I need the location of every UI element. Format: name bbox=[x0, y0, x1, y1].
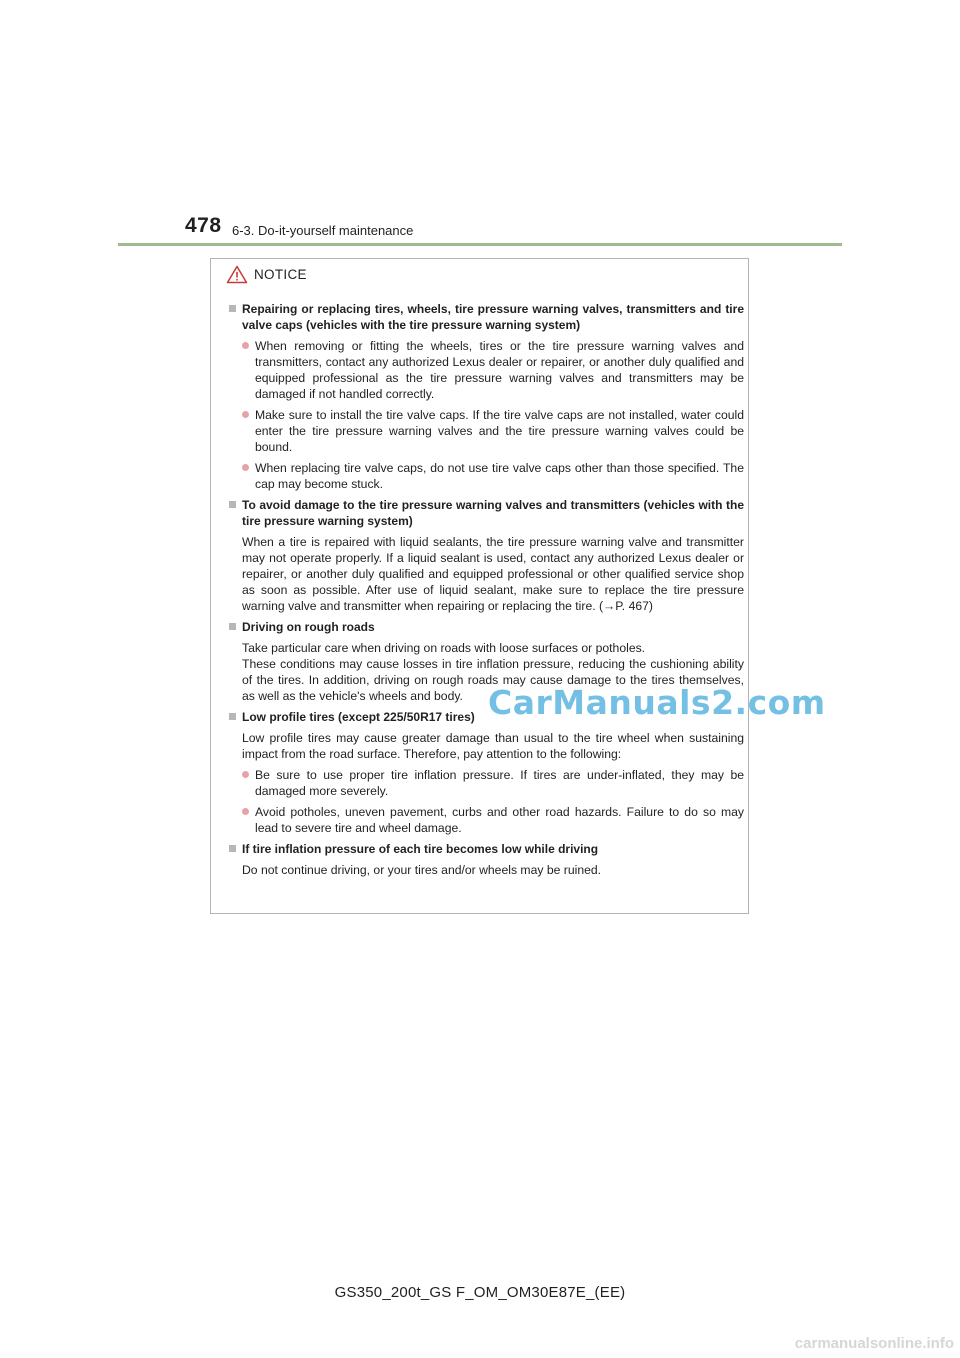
notice-body bbox=[228, 301, 744, 883]
square-bullet-icon bbox=[229, 713, 236, 720]
paragraph: Low profile tires may cause greater damage than usual to the tire wheel when sustaining impact from the road surface. Therefore, pay attention to the following: bbox=[242, 731, 744, 761]
dot-bullet-icon bbox=[242, 411, 249, 418]
square-bullet-icon bbox=[229, 501, 236, 508]
dot-bullet-icon bbox=[242, 464, 249, 471]
section-heading: Driving on rough roads bbox=[242, 620, 375, 634]
notice-label: NOTICE bbox=[254, 267, 307, 282]
paragraph: When a tire is repaired with liquid sealants, the tire pressure warning valve and transmitter may not operate properly. If a liquid sealant is used, contact any authorized Lexus dealer or repairer, or another duly qualified and equipped professional or other qualified service shop as soon as possible. After use of liquid sealant, make sure to replace the tire pressure warning valve and transmitter when repairing or replacing the tire. (→P. 467) bbox=[242, 535, 744, 613]
notice-section-repairing bbox=[228, 301, 744, 492]
dot-bullet-icon bbox=[242, 771, 249, 778]
section-title: 6-3. Do-it-yourself maintenance bbox=[232, 223, 414, 238]
footer-doc-code: GS350_200t_GS F_OM_OM30E87E_(EE) bbox=[334, 1284, 626, 1301]
paragraph: Do not continue driving, or your tires and/or wheels may be ruined. bbox=[242, 863, 602, 877]
notice-section-avoid-damage bbox=[228, 497, 744, 614]
list-item: Make sure to install the tire valve caps. If the tire valve caps are not installed, water could enter the tire pressure warning valves and the tire pressure warning valves could be bound. bbox=[242, 407, 744, 455]
bottom-watermark: carmanualsonline.info bbox=[794, 1335, 954, 1352]
dot-bullet-icon bbox=[242, 808, 249, 815]
square-bullet-icon bbox=[229, 305, 236, 312]
square-bullet-icon bbox=[229, 845, 236, 852]
list-item: Avoid potholes, uneven pavement, curbs and other road hazards. Failure to do so may lead to severe tire and wheel damage. bbox=[242, 804, 744, 836]
section-heading: Low profile tires (except 225/50R17 tires) bbox=[242, 710, 475, 724]
section-heading: Repairing or replacing tires, wheels, tire pressure warning valves, transmitters and tire valve caps (vehicles with the tire pressure warning system) bbox=[242, 302, 744, 332]
notice-section-low-pressure bbox=[228, 841, 744, 878]
square-bullet-icon bbox=[229, 623, 236, 630]
notice-header bbox=[226, 265, 307, 284]
paragraph: Take particular care when driving on roads with loose surfaces or potholes. These conditions may cause losses in tire inflation pressure, reducing the cushioning ability of the tires. In addition, driving on rough roads may cause damage to the tires themselves, as well as the vehicle's wheels and body. bbox=[242, 641, 744, 703]
section-heading: If tire inflation pressure of each tire becomes low while driving bbox=[242, 842, 599, 856]
list-item: When replacing tire valve caps, do not use tire valve caps other than those specified. The cap may become stuck. bbox=[242, 460, 744, 492]
list-item: Be sure to use proper tire inflation pressure. If tires are under-inflated, they may be damaged more severely. bbox=[242, 767, 744, 799]
page-number: 478 bbox=[185, 214, 222, 237]
dot-bullet-icon bbox=[242, 342, 249, 349]
warning-triangle-icon bbox=[226, 265, 248, 284]
watermark-logo: CarManuals2.com bbox=[488, 683, 826, 722]
list-item: When removing or fitting the wheels, tires or the tire pressure warning valves and transmitters, contact any authorized Lexus dealer or repairer, or another duly qualified and equipped professional as the tire pressure warning valves and transmitters may be damaged if not handled correctly. bbox=[242, 338, 744, 402]
notice-section-low-profile bbox=[228, 709, 744, 836]
header-rule bbox=[118, 243, 842, 246]
section-heading: To avoid damage to the tire pressure warning valves and transmitters (vehicles with the tire pressure warning system) bbox=[242, 498, 744, 528]
notice-box bbox=[210, 258, 749, 914]
